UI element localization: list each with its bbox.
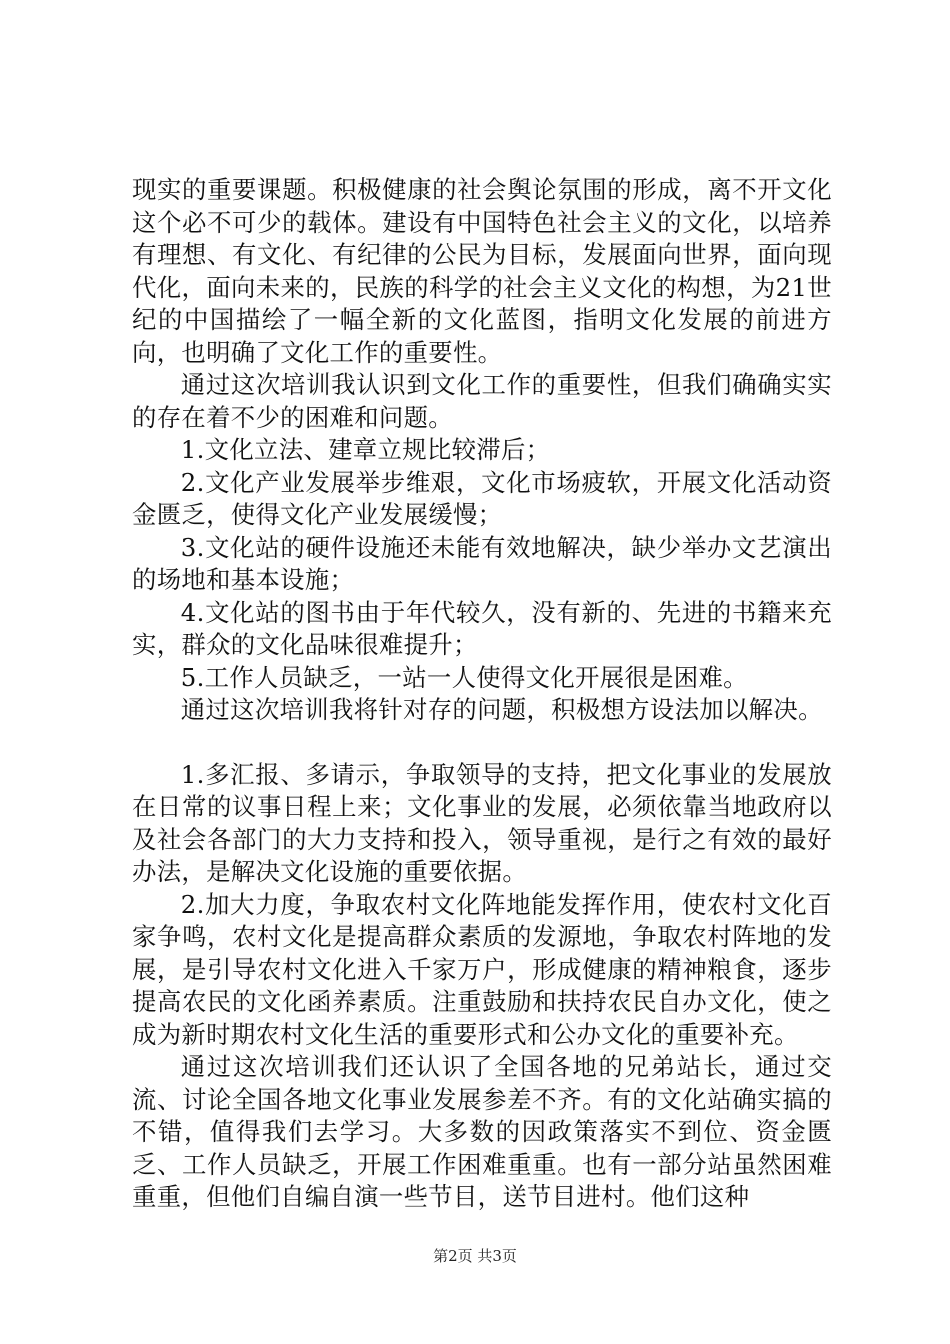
list-item-solution-1: 1.多汇报、多请示，争取领导的支持，把文化事业的发展放在日常的议事日程上来；文化事业的发展，必须依靠当地政府以及社会各部门的大力支持和投入，领导重视，是行之有效的最好办法，是解决文化设施的重要依据。 <box>132 759 832 886</box>
paragraph-continuation: 现实的重要课题。积极健康的社会舆论氛围的形成，离不开文化这个必不可少的载体。建设有中国特色社会主义的文化，以培养有理想、有文化、有纪律的公民为目标，发展面向世界，面向现代化，面向未来的，民族的科学的社会主义文化的构想，为21世纪的中国描绘了一幅全新的文化蓝图，指明文化发展的前进方向，也明确了文化工作的重要性。 <box>132 175 832 367</box>
list-item-solution-2: 2.加大力度，争取农村文化阵地能发挥作用，使农村文化百家争鸣，农村文化是提高群众素质的发源地，争取农村阵地的发展，是引导农村文化进入千家万户，形成健康的精神粮食，逐步提高农民的文化函养素质。注重鼓励和扶持农民自办文化，使之成为新时期农村文化生活的重要形式和公办文化的重要补充。 <box>132 889 832 1049</box>
list-item-problem-2: 2.文化产业发展举步维艰，文化市场疲软，开展文化活动资金匮乏，使得文化产业发展缓慢； <box>132 467 832 529</box>
page-number-footer: 第2页 共3页 <box>433 1247 517 1265</box>
document-body <box>132 174 832 1214</box>
paragraph-training-importance: 通过这次培训我认识到文化工作的重要性，但我们确确实实的存在着不少的困难和问题。 <box>132 370 832 432</box>
list-item-problem-1: 1.文化立法、建章立规比较滞后； <box>180 435 551 464</box>
list-item-problem-5: 5.工作人员缺乏，一站一人使得文化开展很是困难。 <box>180 662 748 692</box>
paragraph-peer-exchange: 通过这次培训我们还认识了全国各地的兄弟站长，通过交流、讨论全国各地文化事业发展参差不齐。有的文化站确实搞的不错，值得我们去学习。大多数的因政策落实不到位、资金匮乏、工作人员缺乏，开展工作困难重重。也有一部分站虽然困难重重，但他们自编自演一些节目，送节目进村。他们这种 <box>132 1052 832 1211</box>
paragraph-solutions-intro: 通过这次培训我将针对存的问题，积极想方设法加以解决。 <box>180 695 823 724</box>
list-item-problem-4: 4.文化站的图书由于年代较久，没有新的、先进的书籍来充实，群众的文化品味很难提升； <box>132 597 832 659</box>
list-item-problem-3: 3.文化站的硬件设施还未能有效地解决，缺少举办文艺演出的场地和基本设施； <box>132 532 832 594</box>
